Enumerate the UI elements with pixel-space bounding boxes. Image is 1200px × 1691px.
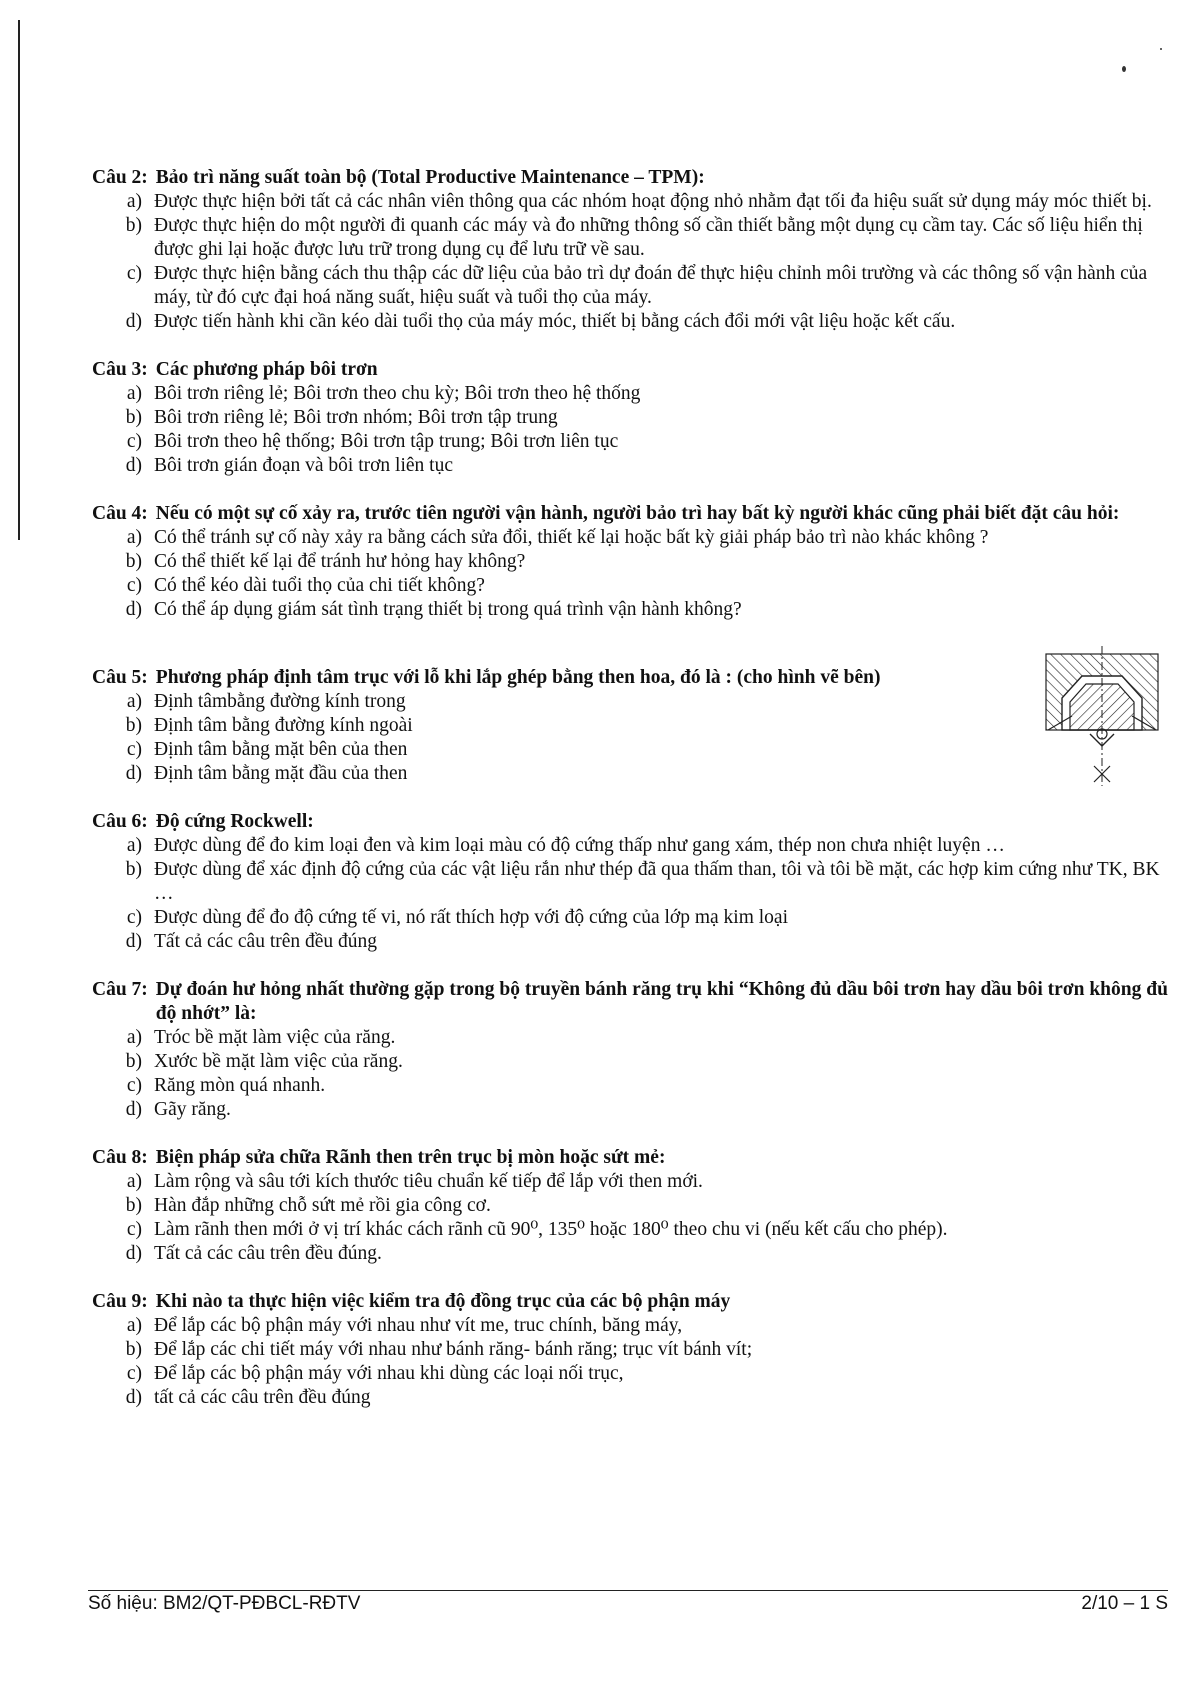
option-a: a) Định tâmbằng đường kính trong bbox=[126, 691, 406, 712]
question-number: Câu 3: bbox=[92, 359, 148, 380]
question-number: Câu 4: bbox=[92, 503, 148, 524]
question-9 bbox=[92, 1290, 1182, 1410]
question-title: Biện pháp sửa chữa Rãnh then trên trục bị mòn hoặc sứt mẻ: bbox=[155, 1147, 666, 1168]
question-title: Độ cứng Rockwell: bbox=[155, 811, 314, 832]
question-6 bbox=[92, 810, 1182, 954]
question-title: Dự đoán hư hỏng nhất thường gặp trong bộ truyền bánh răng trụ khi “Không đủ dầu bôi trơn hay dầu bôi trơn không đủ độ nhớt” là: bbox=[155, 979, 1168, 1024]
option-c: c) Định tâm bằng mặt bên của then bbox=[126, 739, 408, 760]
option-a: a) Làm rộng và sâu tới kích thước tiêu chuẩn kế tiếp để lắp với then mới. bbox=[126, 1171, 703, 1192]
scan-speck bbox=[1160, 48, 1162, 50]
option-d: d) Gãy răng. bbox=[125, 1099, 231, 1120]
option-d: d) Tất cả các câu trên đều đúng. bbox=[125, 1243, 382, 1264]
option-b: b) Bôi trơn riêng lẻ; Bôi trơn nhóm; Bôi trơn tập trung bbox=[125, 407, 558, 428]
option-a: a) Có thể tránh sự cố này xảy ra bằng cách sửa đổi, thiết kế lại hoặc bất kỳ giải pháp bảo trì nào khác không ? bbox=[126, 527, 989, 548]
option-a: a) Được thực hiện bởi tất cả các nhân viên thông qua các nhóm hoạt động nhỏ nhằm đạt tối đa hiệu suất sử dụng máy móc thiết bị. bbox=[126, 191, 1152, 212]
option-a: a) Tróc bề mặt làm việc của răng. bbox=[126, 1027, 396, 1048]
option-b: b) Hàn đắp những chỗ sứt mẻ rồi gia công cơ. bbox=[125, 1195, 491, 1216]
question-number: Câu 7: bbox=[92, 979, 148, 1000]
question-8 bbox=[92, 1146, 1182, 1266]
option-b: b) Để lắp các chi tiết máy với nhau như bánh răng- bánh răng; trục vít bánh vít; bbox=[125, 1339, 753, 1360]
question-number: Câu 8: bbox=[92, 1147, 148, 1168]
question-number: Câu 9: bbox=[92, 1291, 148, 1312]
option-d: d) tất cả các câu trên đều đúng bbox=[125, 1387, 371, 1408]
question-number: Câu 2: bbox=[92, 167, 148, 188]
option-b: b) Xước bề mặt làm việc của răng. bbox=[125, 1051, 403, 1072]
option-a: a) Bôi trơn riêng lẻ; Bôi trơn theo chu kỳ; Bôi trơn theo hệ thống bbox=[126, 383, 641, 404]
question-title: Các phương pháp bôi trơn bbox=[155, 359, 378, 380]
option-d: d) Bôi trơn gián đoạn và bôi trơn liên tục bbox=[125, 455, 453, 476]
option-c: c) Làm rãnh then mới ở vị trí khác cách rãnh cũ 90⁰, 135⁰ hoặc 180⁰ theo chu vi (nếu kết cấu cho phép). bbox=[126, 1219, 948, 1240]
question-7 bbox=[92, 978, 1182, 1122]
option-b: b) Định tâm bằng đường kính ngoài bbox=[125, 715, 413, 736]
left-margin-line bbox=[18, 20, 20, 540]
question-4 bbox=[92, 502, 1182, 622]
question-title: Nếu có một sự cố xảy ra, trước tiên người vận hành, người bảo trì hay bất kỳ người khác cũng phải biết đặt câu hỏi: bbox=[155, 503, 1120, 524]
page-footer bbox=[88, 1590, 1168, 1621]
question-title: Bảo trì năng suất toàn bộ (Total Productive Maintenance – TPM): bbox=[155, 167, 705, 188]
question-number: Câu 6: bbox=[92, 811, 148, 832]
option-c: c) Được thực hiện bằng cách thu thập các dữ liệu của bảo trì dự đoán để thực hiệu chỉnh môi trường và các thông số vận hành của máy, từ đó cực đại hoá năng suất, hiệu suất và tuổi thọ của máy. bbox=[126, 263, 1148, 308]
exam-content bbox=[92, 166, 1182, 1434]
option-c: c) Có thể kéo dài tuổi thọ của chi tiết không? bbox=[126, 575, 485, 596]
question-2 bbox=[92, 166, 1182, 334]
option-d: d) Có thể áp dụng giám sát tình trạng thiết bị trong quá trình vận hành không? bbox=[125, 599, 742, 620]
scan-speck bbox=[1122, 66, 1126, 72]
page-number: 2/10 – 1 S bbox=[1081, 1593, 1168, 1614]
question-title: Khi nào ta thực hiện việc kiểm tra độ đồng trục của các bộ phận máy bbox=[155, 1291, 731, 1312]
question-3 bbox=[92, 358, 1182, 478]
option-c: c) Được dùng để đo độ cứng tế vi, nó rất thích hợp với độ cứng của lớp mạ kim loại bbox=[126, 907, 788, 928]
question-5 bbox=[92, 666, 1182, 786]
option-d: d) Định tâm bằng mặt đầu của then bbox=[125, 763, 408, 784]
option-a: a) Để lắp các bộ phận máy với nhau như vít me, truc chính, băng máy, bbox=[126, 1315, 683, 1336]
question-title: Phương pháp định tâm trục với lỗ khi lắp ghép bằng then hoa, đó là : (cho hình vẽ bên) bbox=[155, 667, 881, 688]
option-b: b) Có thể thiết kế lại để tránh hư hỏng hay không? bbox=[125, 551, 526, 572]
option-b: b) Được dùng để xác định độ cứng của các vật liệu rắn như thép đã qua thấm than, tôi và tôi bề mặt, các hợp kim cứng như TK, BK … bbox=[125, 859, 1160, 904]
option-d: d) Tất cả các câu trên đều đúng bbox=[125, 931, 378, 952]
option-d: d) Được tiến hành khi cần kéo dài tuổi thọ của máy móc, thiết bị bằng cách đổi mới vật liệu hoặc kết cấu. bbox=[125, 311, 956, 332]
option-b: b) Được thực hiện do một người đi quanh các máy và đo những thông số cần thiết bằng một dụng cụ cầm tay. Các số liệu hiển thị được ghi lại hoặc được lưu trữ trong dụng cụ để lưu trữ về sau. bbox=[125, 215, 1143, 260]
spline-shaft-diagram bbox=[1042, 646, 1162, 786]
option-a: a) Được dùng để đo kim loại đen và kim loại màu có độ cứng thấp như gang xám, thép non chưa nhiệt luyện … bbox=[126, 835, 1005, 856]
option-c: c) Răng mòn quá nhanh. bbox=[126, 1075, 326, 1096]
option-c: c) Bôi trơn theo hệ thống; Bôi trơn tập trung; Bôi trơn liên tục bbox=[126, 431, 619, 452]
option-c: c) Để lắp các bộ phận máy với nhau khi dùng các loại nối trục, bbox=[126, 1363, 624, 1384]
question-number: Câu 5: bbox=[92, 667, 148, 688]
document-code: Số hiệu: BM2/QT-PĐBCL-RĐTV bbox=[88, 1593, 361, 1614]
